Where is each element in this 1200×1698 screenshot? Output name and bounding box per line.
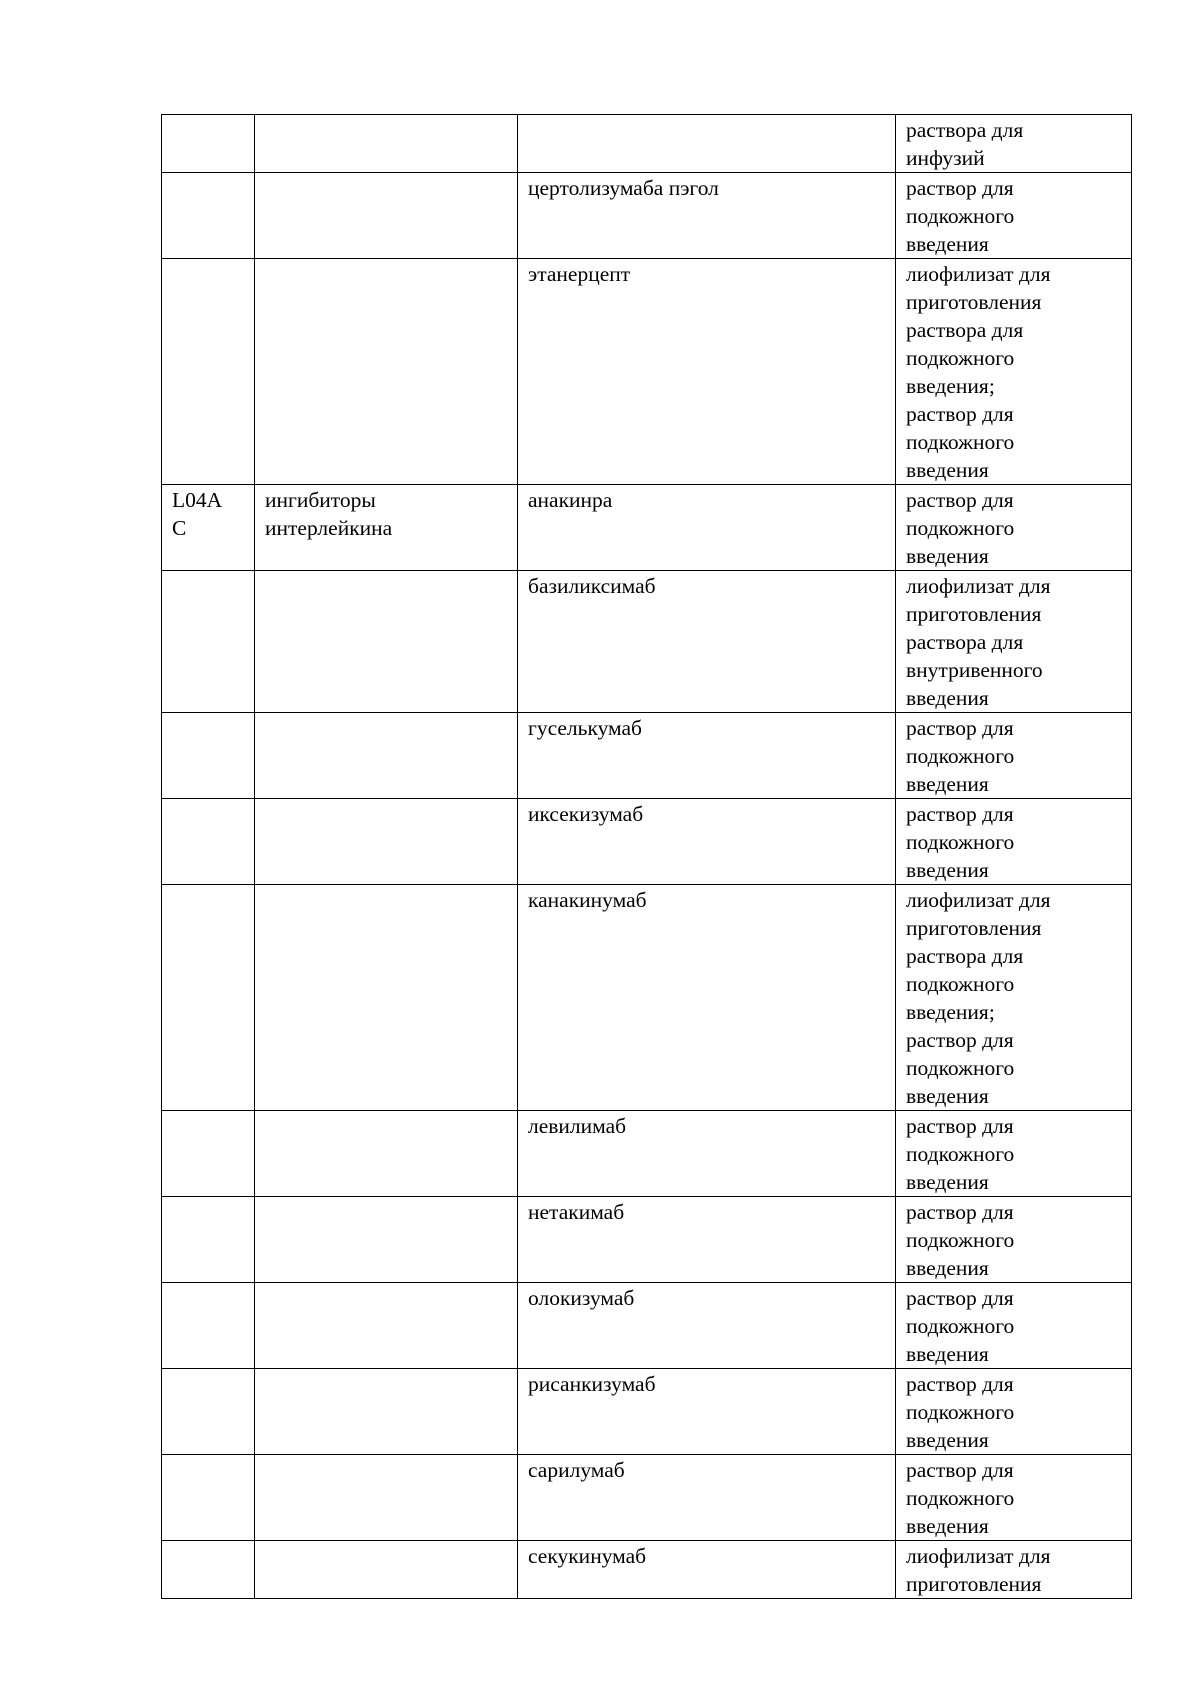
atc-code-cell (162, 713, 255, 799)
group-cell (255, 115, 518, 173)
table-row (162, 1111, 1132, 1197)
atc-code-cell (162, 1283, 255, 1369)
table-row (162, 173, 1132, 259)
group-cell (255, 713, 518, 799)
atc-code-cell (162, 1197, 255, 1283)
atc-code-cell: L04A C (162, 485, 255, 571)
table-row (162, 1541, 1132, 1599)
group-cell (255, 571, 518, 713)
dosage-form-cell: раствор для подкожного введения (896, 1283, 1132, 1369)
atc-code-cell (162, 885, 255, 1111)
atc-code-cell (162, 571, 255, 713)
group-cell (255, 173, 518, 259)
dosage-form-cell: раствор для подкожного введения (896, 713, 1132, 799)
group-cell (255, 1369, 518, 1455)
drug-name-cell: левилимаб (518, 1111, 896, 1197)
dosage-form-cell: раствора для инфузий (896, 115, 1132, 173)
drug-name-cell: сарилумаб (518, 1455, 896, 1541)
drug-table (161, 114, 1132, 1599)
dosage-form-cell: раствор для подкожного введения (896, 1197, 1132, 1283)
atc-code-cell (162, 1455, 255, 1541)
group-cell: ингибиторы интерлейкина (255, 485, 518, 571)
atc-code-cell (162, 115, 255, 173)
dosage-form-cell: раствор для подкожного введения (896, 1455, 1132, 1541)
group-cell (255, 1283, 518, 1369)
group-cell (255, 885, 518, 1111)
dosage-form-cell: лиофилизат для приготовления раствора для подкожного введения; раствор для подкожного введения (896, 885, 1132, 1111)
table-row (162, 885, 1132, 1111)
table-row (162, 713, 1132, 799)
table-row (162, 571, 1132, 713)
group-cell (255, 259, 518, 485)
table-row (162, 1283, 1132, 1369)
atc-code-cell (162, 173, 255, 259)
dosage-form-cell: раствор для подкожного введения (896, 485, 1132, 571)
dosage-form-cell: лиофилизат для приготовления раствора для подкожного введения; раствор для подкожного введения (896, 259, 1132, 485)
drug-name-cell: базиликсимаб (518, 571, 896, 713)
table-row (162, 1197, 1132, 1283)
group-cell (255, 1197, 518, 1283)
drug-name-cell: канакинумаб (518, 885, 896, 1111)
atc-code-cell (162, 799, 255, 885)
drug-name-cell: этанерцепт (518, 259, 896, 485)
atc-code-cell (162, 259, 255, 485)
table-row (162, 1455, 1132, 1541)
drug-name-cell: секукинумаб (518, 1541, 896, 1599)
table-row (162, 259, 1132, 485)
table-row (162, 115, 1132, 173)
drug-name-cell: гуселькумаб (518, 713, 896, 799)
atc-code-cell (162, 1369, 255, 1455)
group-cell (255, 1541, 518, 1599)
dosage-form-cell: лиофилизат для приготовления (896, 1541, 1132, 1599)
drug-name-cell: иксекизумаб (518, 799, 896, 885)
atc-code-cell (162, 1541, 255, 1599)
dosage-form-cell: раствор для подкожного введения (896, 173, 1132, 259)
drug-name-cell: цертолизумаба пэгол (518, 173, 896, 259)
drug-name-cell: анакинра (518, 485, 896, 571)
table-row (162, 485, 1132, 571)
table-row (162, 799, 1132, 885)
drug-name-cell (518, 115, 896, 173)
dosage-form-cell: раствор для подкожного введения (896, 799, 1132, 885)
atc-code-cell (162, 1111, 255, 1197)
drug-name-cell: рисанкизумаб (518, 1369, 896, 1455)
dosage-form-cell: раствор для подкожного введения (896, 1111, 1132, 1197)
dosage-form-cell: раствор для подкожного введения (896, 1369, 1132, 1455)
dosage-form-cell: лиофилизат для приготовления раствора для внутривенного введения (896, 571, 1132, 713)
table-row (162, 1369, 1132, 1455)
drug-name-cell: олокизумаб (518, 1283, 896, 1369)
group-cell (255, 1111, 518, 1197)
group-cell (255, 1455, 518, 1541)
drug-name-cell: нетакимаб (518, 1197, 896, 1283)
group-cell (255, 799, 518, 885)
